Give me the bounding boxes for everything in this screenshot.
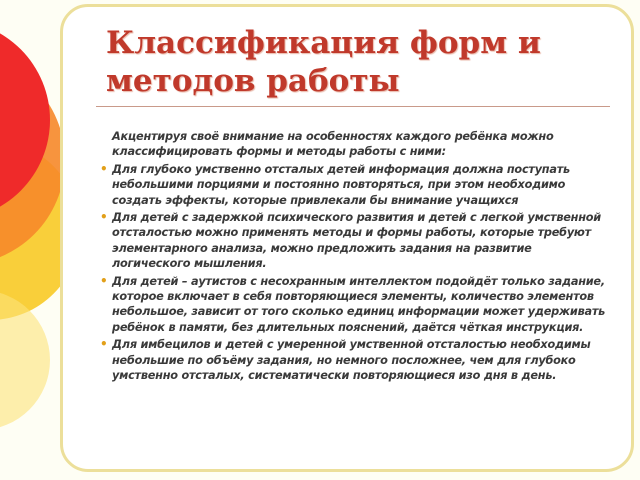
bullet-dot-icon: • <box>100 161 108 176</box>
list-item-text: Для детей – аутистов с несохранным интеллектом подойдёт только задание, которое включает в себя повторяющиеся элементы, количество элементов небольшое, зависит от того сколько единиц информации может удерживать ребёнок в памяти, без длительных пояснений, даётся чёткая инструкция. <box>112 274 606 334</box>
list-item <box>100 337 608 383</box>
list-item-text: Для детей с задержкой психического развития и детей с легкой умственной отсталостью можно применять методы и формы работы, которые требуют элементарного анализа, можно предложить задания на развитие логического мышления. <box>112 211 601 271</box>
title-divider <box>96 106 610 107</box>
bullet-dot-icon: • <box>100 273 108 288</box>
light-yellow-circle <box>0 290 50 430</box>
list-item <box>100 273 608 336</box>
bullet-list <box>100 161 608 384</box>
list-item <box>100 161 608 208</box>
bullet-dot-icon: • <box>100 337 108 352</box>
slide-title: Классификация форм и методов работы <box>106 25 541 99</box>
list-item-text: Для глубоко умственно отсталых детей информация должна поступать небольшими порциями и постоянно повторяться, при этом необходимо создать эффекты, которые привлекали бы внимание учащихся <box>112 162 570 207</box>
bullet-dot-icon: • <box>100 210 108 225</box>
list-item <box>100 210 608 272</box>
intro-text: Акцентируя своё внимание на особенностях каждого ребёнка можно классифицировать формы и методы работы с ними: <box>112 130 554 159</box>
slide-body <box>100 129 608 386</box>
list-item-text: Для имбецилов и детей с умеренной умственной отсталостью необходимы небольшие по объёму задания, но немного посложнее, чем для глубоко умственно отсталых, систематически повторяющиеся изо дня в день. <box>112 338 591 383</box>
